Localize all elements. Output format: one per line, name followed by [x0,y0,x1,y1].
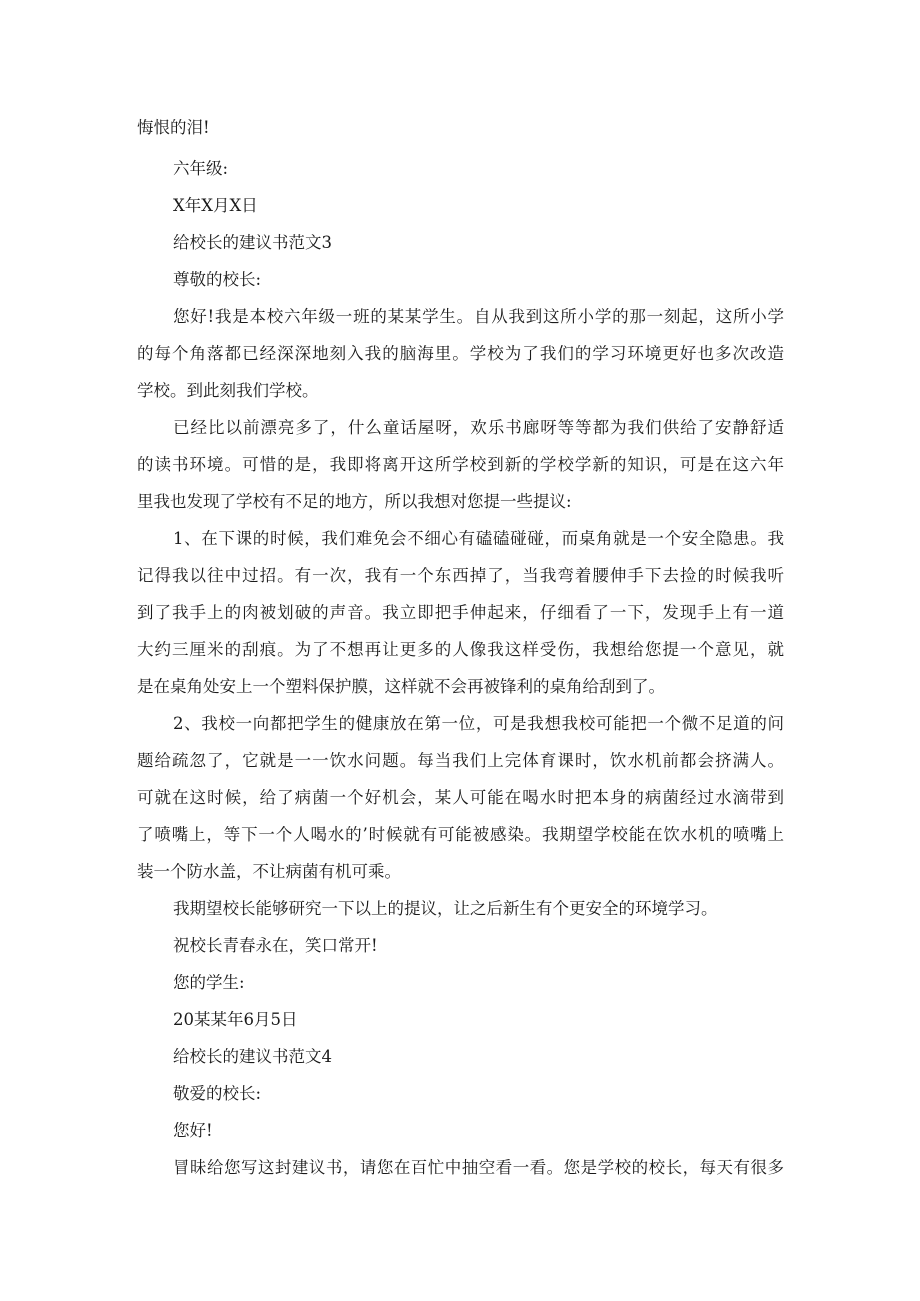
paragraph-line: 记得我以往中过招。有一次，我有一个东西掉了，当我弯着腰伸手下去捡的时候我听 [137,566,784,585]
paragraph-line: 装一个防水盖，不让病菌有机可乘。 [137,862,401,881]
paragraph-line: 的读书环境。可惜的是，我即将离开这所学校到新的学校学新的知识，可是在这六年 [137,455,784,474]
paragraph-line: 已经比以前漂亮多了，什么童话屋呀，欢乐书廊呀等等都为我们供给了安静舒适 [173,418,784,437]
section-heading: 给校长的建议书范文3 [173,233,332,252]
paragraph-line: 大约三厘米的刮痕。为了不想再让更多的人像我这样受伤，我想给您提一个意见，就 [137,640,784,659]
paragraph-line: 您好!我是本校六年级一班的某某学生。自从我到这所小学的那一刻起，这所小学 [173,307,784,326]
paragraph-line: 学校。到此刻我们学校。 [137,381,319,400]
paragraph-line: 我期望校长能够研究一下以上的提议，让之后新生有个更安全的环境学习。 [173,899,718,918]
section-heading: 给校长的建议书范文4 [173,1047,332,1066]
paragraph-line: 到了我手上的肉被划破的声音。我立即把手伸起来，仔细看了一下，发现手上有一道 [137,603,784,622]
closing-wish: 祝校长青春永在，笑口常开! [173,936,378,955]
signature-label: 您的学生: [173,973,245,992]
salutation: 敬爱的校长: [173,1084,262,1103]
text-line: 六年级: [173,159,229,178]
date-line: 20某某年6月5日 [173,1010,298,1029]
paragraph-line: 的每个角落都已经深深地刻入我的脑海里。学校为了我们的学习环境更好也多次改造 [137,344,784,363]
paragraph-line: 里我也发现了学校有不足的地方，所以我想对您提一些提议: [137,492,572,511]
text-line: X年X月X日 [173,196,258,215]
salutation: 尊敬的校长: [173,270,262,289]
paragraph-line: 冒昧给您写这封建议书，请您在百忙中抽空看一看。您是学校的校长，每天有很多 [173,1158,784,1177]
paragraph-line: 2、我校一向都把学生的健康放在第一位，可是我想我校可能把一个微不足道的问 [173,714,784,733]
paragraph-line: 题给疏忽了，它就是一一饮水问题。每当我们上完体育课时，饮水机前都会挤满人。 [137,751,784,770]
greeting: 您好! [173,1121,213,1140]
paragraph-line: 是在桌角处安上一个塑料保护膜，这样就不会再被锋利的桌角给刮到了。 [137,677,665,696]
paragraph-line: 可就在这时候，给了病菌一个好机会，某人可能在喝水时把本身的病菌经过水滴带到 [137,788,784,807]
paragraph-line: 1、在下课的时候，我们难免会不细心有磕磕碰碰，而桌角就是一个安全隐患。我 [173,529,784,548]
paragraph-line: 了喷嘴上，等下一个人喝水的’时候就有可能被感染。我期望学校能在饮水机的喷嘴上 [137,825,784,844]
text-line: 悔恨的泪! [137,118,210,137]
